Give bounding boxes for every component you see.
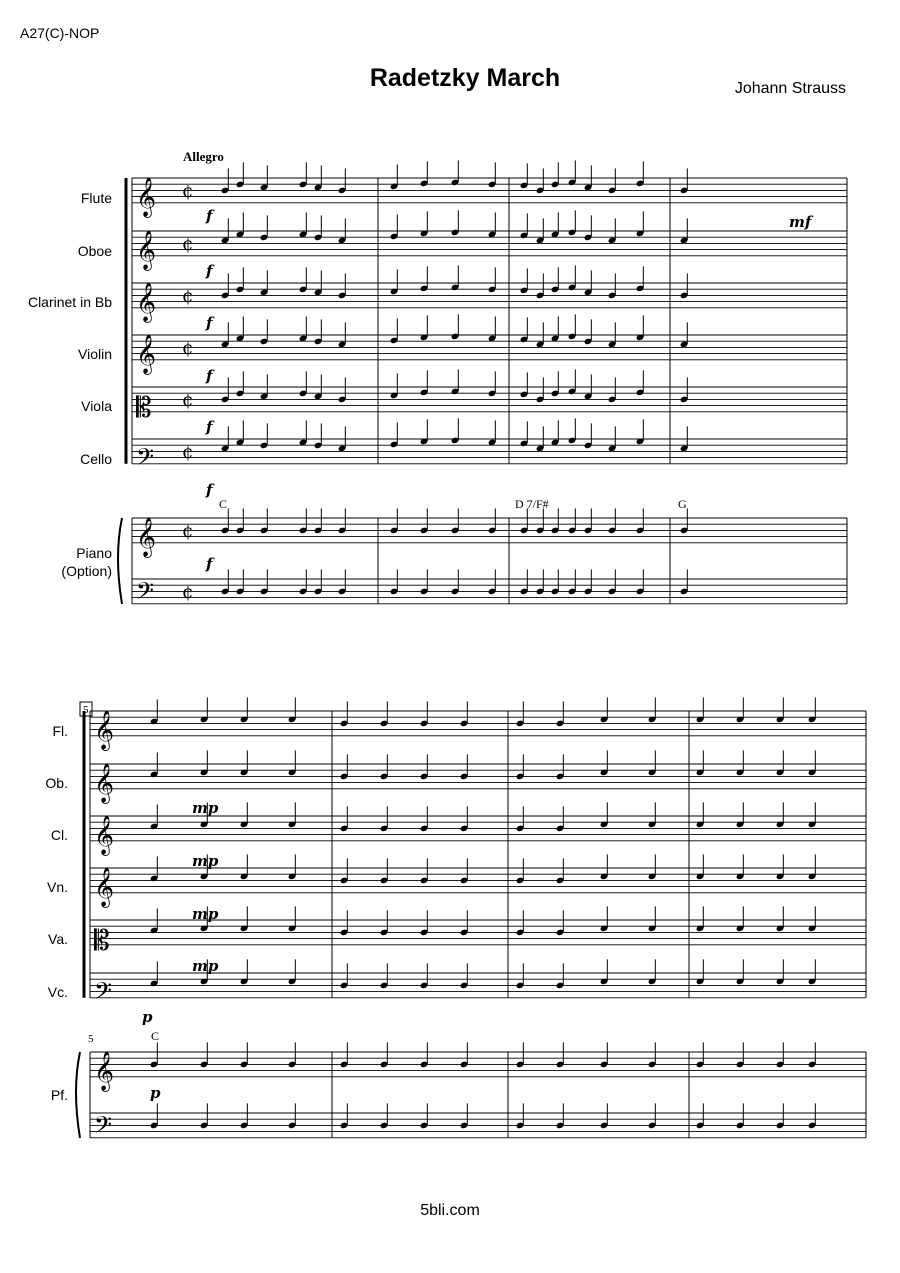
instrument-label-clarinet: Clarinet in Bb — [27, 294, 112, 310]
dynamic-cello: f — [206, 481, 213, 499]
dynamic-flute-mf: mf — [789, 213, 812, 231]
clef-icon: 𝄞 — [136, 334, 157, 374]
clef-icon: 𝄡 — [94, 924, 110, 957]
time-signature: ¢ — [182, 181, 194, 202]
score-code: A27(C)-NOP — [20, 25, 100, 41]
tempo-marking: Allegro — [183, 149, 224, 164]
score-title: Radetzky March — [369, 64, 561, 92]
instrument-label-oboe: Oboe — [77, 243, 112, 259]
time-signature: ¢ — [182, 442, 194, 463]
clef-icon: 𝄞 — [136, 517, 157, 557]
piano-brace — [76, 1052, 80, 1138]
chord-symbol: C — [151, 1029, 160, 1043]
dynamic-piano: f — [206, 555, 213, 573]
dynamic-flute: f — [206, 207, 213, 225]
piano-brace — [118, 518, 122, 604]
dynamic-vn: mp — [192, 905, 219, 923]
instrument-label-fl: Fl. — [52, 723, 68, 739]
time-signature: ¢ — [182, 234, 194, 255]
clef-icon: 𝄢 — [94, 977, 113, 1010]
instrument-label-cello: Cello — [80, 451, 112, 467]
instrument-label-va: Va. — [48, 931, 68, 947]
time-signature: ¢ — [182, 390, 194, 411]
instrument-label-cl: Cl. — [50, 827, 68, 843]
clef-icon: 𝄡 — [136, 391, 152, 424]
chord-symbol: C — [219, 497, 228, 511]
clef-icon: 𝄞 — [94, 710, 115, 750]
clef-icon: 𝄢 — [136, 577, 155, 610]
instrument-label-piano-option: (Option) — [61, 563, 112, 579]
chord-symbol: D 7/F# — [515, 497, 549, 511]
clef-icon: 𝄞 — [136, 282, 157, 322]
instrument-label-violin: Violin — [78, 346, 112, 362]
clef-icon: 𝄞 — [94, 1051, 115, 1091]
composer-name: Johann Strauss — [734, 80, 846, 97]
measure-number: 5 — [83, 704, 89, 716]
piano-measure-number: 5 — [88, 1033, 94, 1045]
clef-icon: 𝄞 — [94, 867, 115, 907]
time-signature: ¢ — [182, 286, 194, 307]
dynamic-pf: p — [150, 1084, 161, 1102]
dynamic-viola: f — [206, 418, 213, 436]
dynamic-ob: mp — [192, 799, 219, 817]
dynamic-violin: f — [206, 367, 213, 385]
clef-icon: 𝄞 — [94, 815, 115, 855]
dynamic-cl: mp — [192, 852, 219, 870]
instrument-label-pf: Pf. — [50, 1087, 68, 1103]
clef-icon: 𝄢 — [136, 443, 155, 476]
dynamic-va: mp — [192, 957, 219, 975]
dynamic-vc: p — [142, 1008, 153, 1026]
dynamic-oboe: f — [206, 262, 213, 280]
chord-symbol: G — [678, 497, 687, 511]
dynamic-clarinet: f — [206, 314, 213, 332]
clef-icon: 𝄞 — [94, 763, 115, 803]
clef-icon: 𝄞 — [136, 177, 157, 217]
instrument-label-piano: Piano — [76, 545, 112, 561]
clef-icon: 𝄞 — [136, 230, 157, 270]
time-signature: ¢ — [182, 338, 194, 359]
instrument-label-viola: Viola — [81, 398, 112, 414]
clef-icon: 𝄢 — [94, 1111, 113, 1144]
time-signature: ¢ — [182, 521, 194, 542]
instrument-label-flute: Flute — [80, 190, 112, 206]
footer-site: 5bli.com — [420, 1202, 480, 1219]
instrument-label-vc: Vc. — [47, 984, 68, 1000]
time-signature: ¢ — [182, 582, 194, 603]
instrument-label-vn: Vn. — [46, 879, 68, 895]
instrument-label-ob: Ob. — [45, 775, 68, 791]
